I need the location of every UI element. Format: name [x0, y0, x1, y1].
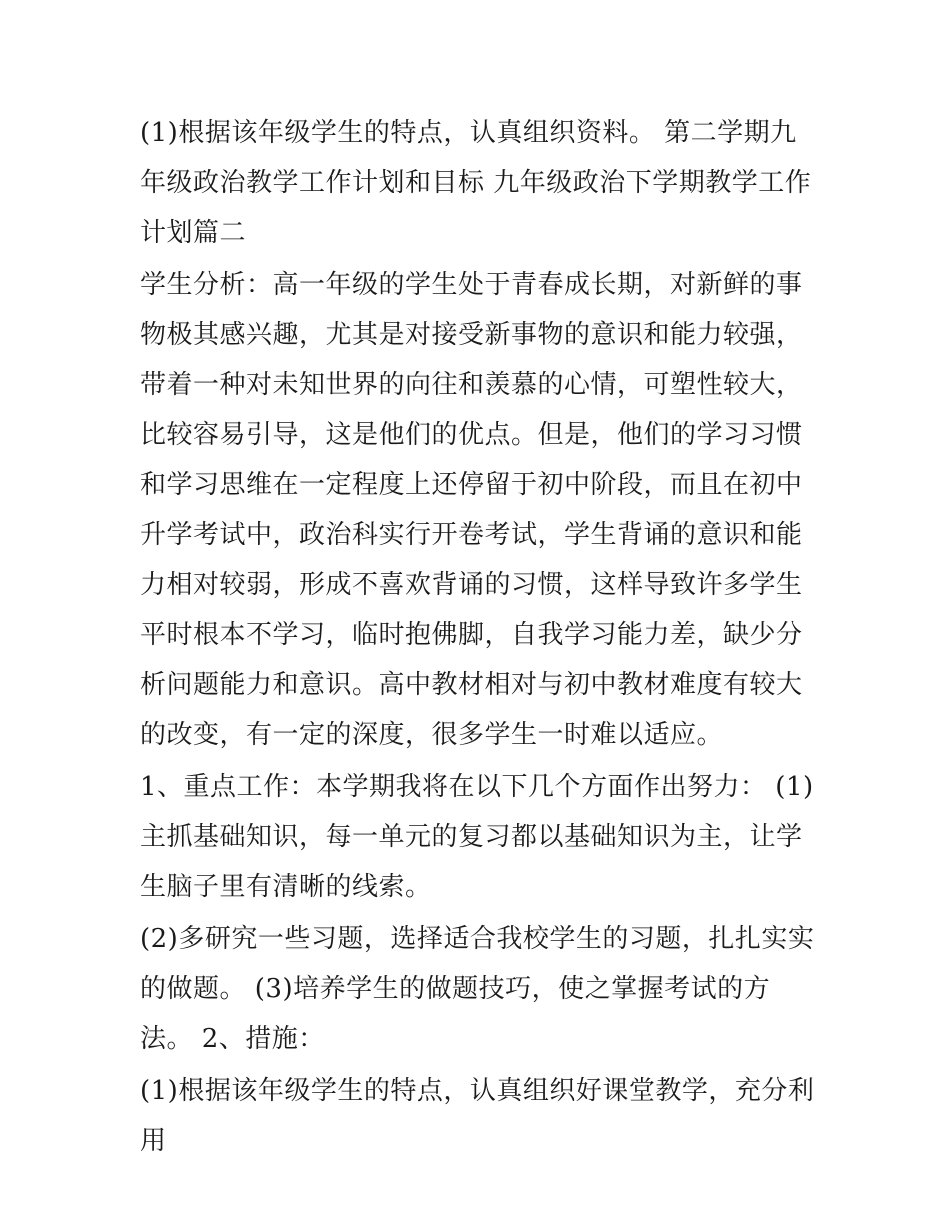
paragraph-2: 学生分析：高一年级的学生处于青春成长期，对新鲜的事物极其感兴趣，尤其是对接受新事物的意识和能力较强，带着一种对未知世界的向往和羡慕的心情，可塑性较大，比较容易引导，这是他们的优点。但是，他们的学习习惯和学习思维在一定程度上还停留于初中阶段，而且在初中升学考试中，政治科实行开卷考试，学生背诵的意识和能力相对较弱，形成不喜欢背诵的习惯，这样导致许多学生平时根本不学习，临时抱佛脚，自我学习能力差，缺少分析问题能力和意识。高中教材相对与初中教材难度有较大的改变，有一定的深度，很多学生一时难以适应。 [140, 270, 803, 750]
paragraph-1: (1)根据该年级学生的特点，认真组织资料。 第二学期九年级政治教学工作计划和目标 九年级政治下学期教学工作计划篇二 [140, 118, 812, 248]
paragraph-4: (2)多研究一些习题，选择适合我校学生的习题，扎扎实实的做题。 (3)培养学生的做题技巧，使之掌握考试的方法。 2、措施： [140, 924, 815, 1054]
paragraph-3: 1、重点工作：本学期我将在以下几个方面作出努力： (1)主抓基础知识，每一单元的复习都以基础知识为主，让学生脑子里有清晰的线索。 [140, 772, 814, 902]
document-body [140, 108, 820, 1168]
paragraph-5: (1)根据该年级学生的特点，认真组织好课堂教学，充分利用 [140, 1076, 815, 1156]
